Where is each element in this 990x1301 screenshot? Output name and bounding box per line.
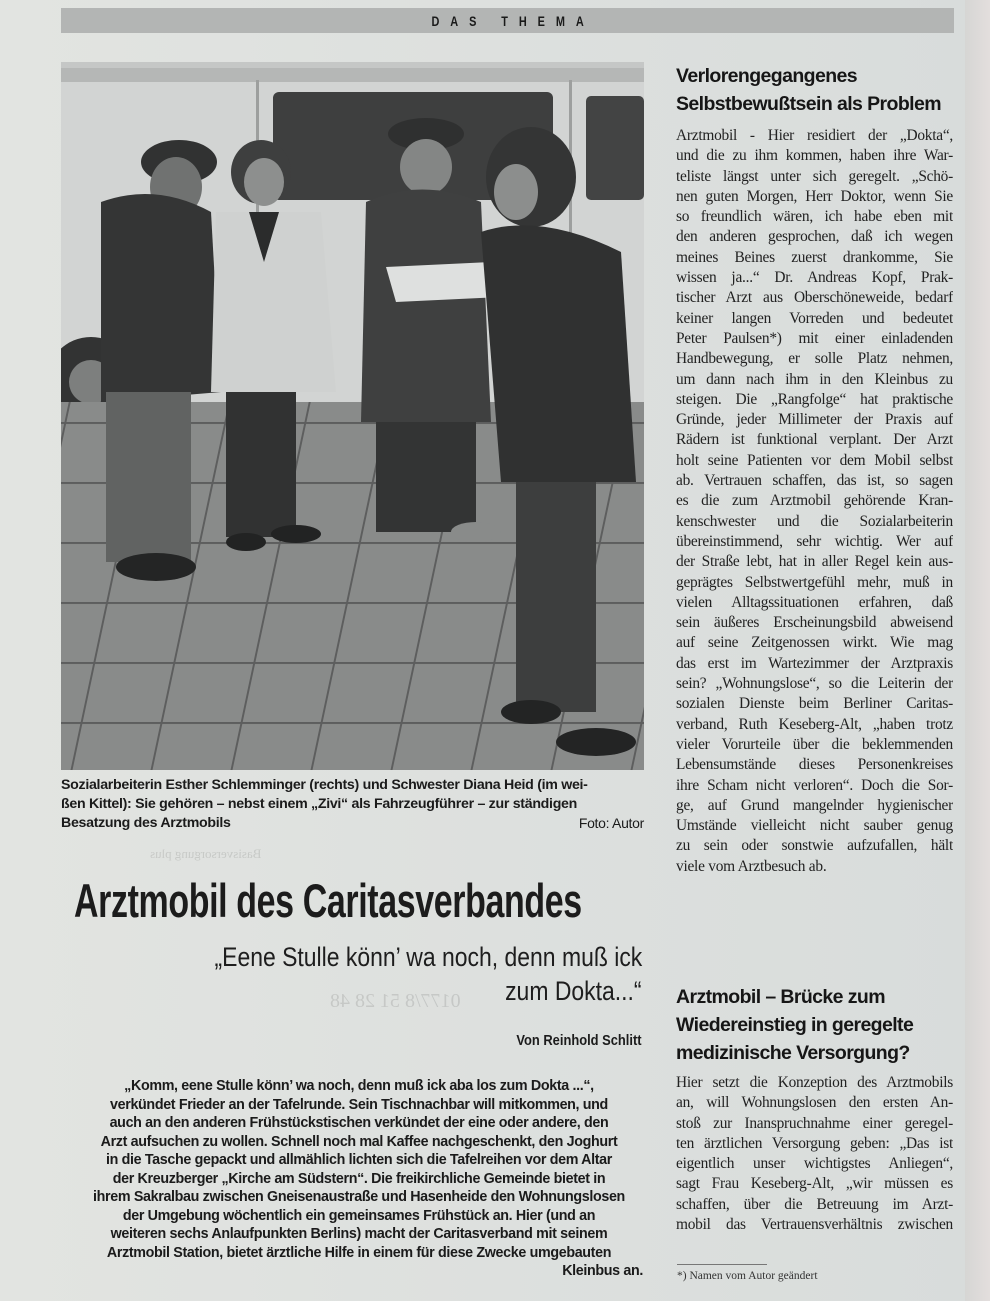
article-subheadline: [100, 940, 642, 1008]
article-photo: [61, 62, 644, 770]
body-line: keiner langen Vorreden und bedeutet: [676, 309, 953, 327]
body-line: sein? „Wohnungslose“, so die Leiterin der: [676, 675, 953, 693]
lead-line: ihrem Sakralbau zwischen Gneisenaustraße und Hasenheide den Wohnungslosen: [93, 1189, 625, 1205]
footnote-divider: [677, 1264, 767, 1265]
heading-line: medizinische Versorgung?: [676, 1042, 910, 1064]
lead-line: Arztmobil Station, bietet ärztliche Hilfe in einem für diese Zwecke umgebauten: [106, 1244, 612, 1261]
body-line: ihre Scham nicht verloren“. Doch die Sor-: [676, 776, 953, 794]
caption-line: Sozialarbeiterin Esther Schlemminger (rechts) und Schwester Diana Heid (im wei-: [61, 777, 588, 793]
body-line: schaffen, über die Betreuung im Arzt-: [676, 1195, 953, 1213]
lead-line: der Umgebung wöchentlich ein gemeinsames Frühstück an. Hier (und an: [122, 1207, 596, 1224]
caption-line: Besatzung des Arztmobils: [61, 815, 231, 831]
heading-line: Wiedereinstieg in geregelte: [676, 1014, 914, 1036]
adjacent-page-edge: [965, 0, 990, 1301]
body-line: sozialen Dienste beim Berliner Caritas-: [676, 695, 953, 713]
body-line: auf seine Zeitgenossen wirkt. Wie mag: [676, 634, 953, 652]
body-line: steigen. Die „Rangfolge“ hat praktische: [676, 390, 953, 408]
body-line: Lebensumstände dieses Personenkreises: [676, 756, 953, 774]
body-line: meines Beines zuerst drankomme, Sie: [676, 248, 953, 266]
lead-line: Kleinbus an.: [562, 1263, 643, 1279]
body-line: Umstände vielleicht nicht sauber genug: [676, 817, 953, 835]
lead-line: „Komm, eene Stulle könn’ wa noch, denn muß ick aba los zum Dokta ...“,: [124, 1078, 594, 1094]
body-line: stoß zur Inanspruchnahme einer geregel-: [676, 1114, 953, 1132]
heading-line: Verlorengegangenes: [676, 65, 858, 87]
author-byline: Von Reinhold Schlitt: [516, 1032, 642, 1049]
body-line: das erst im Wartezimmer der Arztpraxis: [676, 654, 953, 672]
body-line: sein äußeres Erscheinungsbild abweisend: [676, 614, 953, 632]
subhead-line: zum Dokta...“: [505, 976, 642, 1006]
body-line: viele vom Arztbesuch ab.: [676, 857, 827, 875]
section-header-bar: [61, 8, 954, 33]
section-heading: [676, 983, 953, 1067]
body-line: übereinstimmend, sehr wichtig. Wer auf: [676, 532, 953, 550]
body-line: vielen Alltagssituationen erfahren, daß: [676, 593, 953, 611]
photo-image-icon: [61, 62, 644, 770]
body-line: der Straße lebt, hat in aller Regel kein aus-: [676, 553, 953, 571]
section-body: [676, 1073, 953, 1235]
body-line: Rädern ist funktional verplant. Der Arzt: [676, 431, 953, 449]
heading-line: Arztmobil – Brücke zum: [676, 986, 885, 1008]
body-line: sagt Frau Keseberg-Alt, „wir müssen es: [676, 1175, 953, 1193]
lead-line: weiteren sechs Anlaufpunkten Berlins) macht der Caritasverband mit seinem: [110, 1226, 608, 1242]
body-line: so freundlich wären, ich habe eben mit: [676, 208, 953, 226]
lead-line: auch an den anderen Frühstückstischen verkündet der eine oder andere, den: [109, 1115, 609, 1131]
body-line: Handbewegung, er solle Platz nehmen,: [676, 350, 953, 368]
body-line: tischer Arzt aus Oberschöneweide, bedarf: [676, 289, 953, 307]
body-line: mobil das Vertrauensverhältnis zwischen: [676, 1216, 953, 1234]
caption-line: ßen Kittel): Sie gehören – nebst einem „Zivi“ als Fahrzeugführer – zur ständigen: [61, 796, 578, 812]
body-line: um dann nach ihm in den Kleinbus zu: [676, 370, 953, 388]
body-line: den anderen gesprochen, daß ich wegen: [676, 228, 953, 246]
body-line: geprägtes Selbstwertgefühl mehr, muß in: [676, 573, 953, 591]
photo-caption: [61, 776, 644, 833]
lead-line: verkündet Frieder an der Tafelrunde. Sein Tischnachbar will mitkommen, und: [110, 1096, 608, 1113]
sidebar-section-1: [676, 62, 953, 877]
body-line: wissen ja...“ Dr. Andreas Kopf, Prak-: [676, 269, 953, 287]
body-line: kenschwester und die Sozialarbeiterin: [676, 512, 953, 530]
heading-line: Selbstbewußtsein als Problem: [676, 93, 941, 115]
article-lead-paragraph: [75, 1077, 643, 1281]
body-line: holt seine Patienten vor dem Mobil selbst: [676, 451, 953, 469]
body-line: es die zum Arztmobil gehörende Kran-: [676, 492, 953, 510]
body-line: Arztmobil - Hier residiert der „Dokta“,: [676, 127, 953, 144]
footnote: *) Namen vom Autor geändert: [677, 1270, 818, 1282]
body-line: zu sein oder sonstwie aufzufallen, hält: [676, 837, 953, 855]
body-line: nen guten Morgen, Herr Doktor, wenn Sie: [676, 187, 953, 205]
photo-credit: Foto: Autor: [578, 815, 644, 831]
lead-line: Arzt aufsuchen zu wollen. Schnell noch mal Kaffee nachgeschenkt, den Joghurt: [100, 1133, 618, 1150]
body-line: eigentlich unser wichtigstes Anliegen“,: [676, 1155, 953, 1173]
show-through-text: 0177/8 51 28 48: [330, 990, 461, 1012]
body-line: an, will Wohnungslosen den ersten An-: [676, 1094, 953, 1112]
body-line: ab. Vertrauen schaffen, das ist, so sagen: [676, 472, 953, 490]
body-line: teliste längst unter sich geregelt. „Schö-: [676, 167, 953, 185]
article-headline: Arztmobil des Caritasverbandes: [74, 874, 582, 927]
body-line: vieler Vorurteile über die beklemmenden: [676, 735, 953, 753]
body-line: Peter Paulsen*) mit einer einladenden: [676, 329, 953, 347]
lead-line: in die Tasche gepackt und allmählich lichten sich die Tafelreihen vor dem Altar: [106, 1152, 612, 1168]
body-line: verband, Ruth Keseberg-Alt, „haben trotz: [676, 715, 953, 733]
body-line: und die zu ihm kommen, haben ihre War-: [676, 147, 953, 165]
show-through-text: Basisversorgung plus: [150, 846, 262, 861]
section-body: [676, 126, 953, 877]
body-line: ten ärztlichen Versorgung geben: „Das ist: [676, 1134, 953, 1152]
section-header: DAS THEMA: [431, 12, 595, 29]
subhead-line: „Eene Stulle könn’ wa noch, denn muß ick: [214, 942, 642, 972]
lead-line: der Kreuzberger „Kirche am Südstern“. Die freikirchliche Gemeinde bietet in: [112, 1170, 606, 1187]
body-line: Gründe, jeder Millimeter der Praxis auf: [676, 411, 953, 429]
section-heading: [676, 62, 953, 118]
body-line: ge, auf Grund mangelnder hygienischer: [676, 796, 953, 814]
body-line: Hier setzt die Konzeption des Arztmobils: [676, 1074, 953, 1091]
sidebar-section-2: [676, 983, 953, 1235]
